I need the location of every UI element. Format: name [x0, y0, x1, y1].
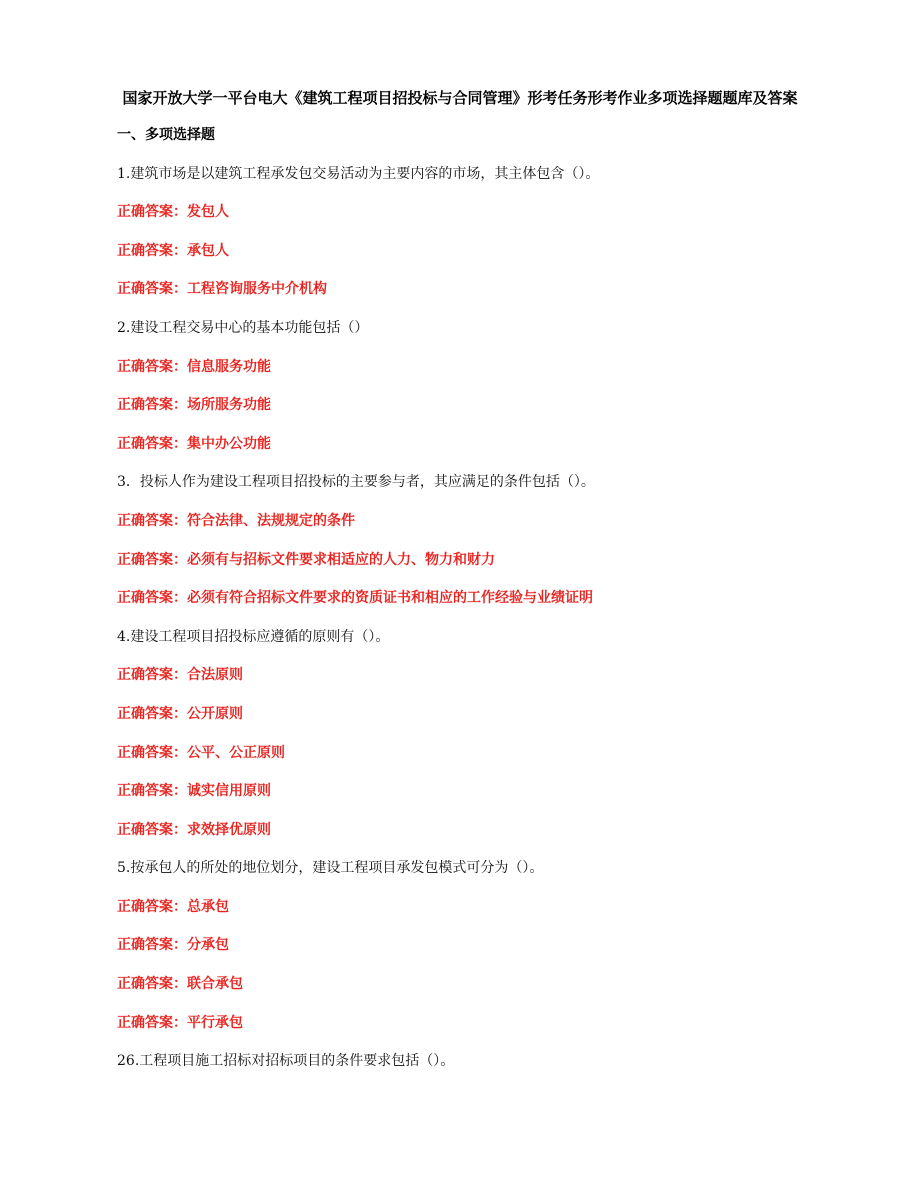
- answer-text: 必须有符合招标文件要求的资质证书和相应的工作经验与业绩证明: [187, 590, 593, 607]
- answer-prefix: 正确答案：: [117, 281, 187, 298]
- question-text: 26.工程项目施工招标对招标项目的条件要求包括（）。: [117, 1053, 455, 1070]
- answer-text: 符合法律、法规规定的条件: [187, 512, 355, 529]
- answer-text: 公开原则: [187, 705, 243, 722]
- document-body: [117, 125, 877, 1090]
- answer-text: 集中办公功能: [187, 435, 271, 452]
- answer-text: 场所服务功能: [187, 397, 271, 414]
- answer-prefix: 正确答案：: [117, 783, 187, 800]
- answer-prefix: 正确答案：: [117, 705, 187, 722]
- answer-line: [117, 395, 877, 434]
- answer-line: [117, 550, 877, 589]
- answer-line: [117, 511, 877, 550]
- answer-prefix: 正确答案：: [117, 937, 187, 954]
- answer-line: [117, 935, 877, 974]
- question-text: 5.按承包人的所处的地位划分，建设工程项目承发包模式可分为（）。: [117, 860, 544, 877]
- answer-prefix: 正确答案：: [117, 551, 187, 568]
- answer-line: [117, 743, 877, 782]
- answer-prefix: 正确答案：: [117, 435, 187, 452]
- answer-text: 联合承包: [187, 976, 243, 993]
- answer-text: 诚实信用原则: [187, 783, 271, 800]
- document-title: 国家开放大学一平台电大《建筑工程项目招投标与合同管理》形考任务形考作业多项选择题题库及答案: [122, 89, 798, 107]
- answer-text: 合法原则: [187, 667, 243, 684]
- section-heading: 一、多项选择题: [117, 127, 215, 143]
- answer-prefix: 正确答案：: [117, 512, 187, 529]
- answer-text: 求效择优原则: [187, 821, 271, 838]
- answer-text: 工程咨询服务中介机构: [187, 281, 327, 298]
- answer-line: [117, 781, 877, 820]
- answer-text: 信息服务功能: [187, 358, 271, 375]
- answer-prefix: 正确答案：: [117, 397, 187, 414]
- question-text: 1.建筑市场是以建筑工程承发包交易活动为主要内容的市场，其主体包含（）。: [117, 165, 600, 182]
- answer-line: [117, 665, 877, 704]
- answer-line: [117, 241, 877, 280]
- answer-prefix: 正确答案：: [117, 590, 187, 607]
- question-text: 2.建设工程交易中心的基本功能包括（）: [117, 319, 369, 336]
- answer-line: [117, 588, 877, 627]
- answer-line: [117, 434, 877, 473]
- question-text: 4.建设工程项目招投标应遵循的原则有（）。: [117, 628, 390, 645]
- answer-prefix: 正确答案：: [117, 898, 187, 915]
- answer-prefix: 正确答案：: [117, 821, 187, 838]
- question-list: [117, 164, 877, 1090]
- answer-text: 发包人: [187, 204, 229, 221]
- answer-prefix: 正确答案：: [117, 204, 187, 221]
- answer-text: 分承包: [187, 937, 229, 954]
- answer-text: 总承包: [187, 898, 229, 915]
- answer-line: [117, 357, 877, 396]
- answer-prefix: 正确答案：: [117, 667, 187, 684]
- answer-line: [117, 897, 877, 936]
- answer-prefix: 正确答案：: [117, 358, 187, 375]
- answer-line: [117, 974, 877, 1013]
- answer-prefix: 正确答案：: [117, 242, 187, 259]
- answer-line: [117, 202, 877, 241]
- answer-prefix: 正确答案：: [117, 744, 187, 761]
- answer-prefix: 正确答案：: [117, 1014, 187, 1031]
- answer-line: [117, 279, 877, 318]
- answer-text: 公平、公正原则: [187, 744, 285, 761]
- answer-line: [117, 1013, 877, 1052]
- answer-text: 平行承包: [187, 1014, 243, 1031]
- question-text: 3．投标人作为建设工程项目招投标的主要参与者，其应满足的条件包括（）。: [117, 474, 595, 491]
- answer-line: [117, 704, 877, 743]
- answer-text: 承包人: [187, 242, 229, 259]
- answer-line: [117, 820, 877, 859]
- answer-text: 必须有与招标文件要求相适应的人力、物力和财力: [187, 551, 495, 568]
- answer-prefix: 正确答案：: [117, 976, 187, 993]
